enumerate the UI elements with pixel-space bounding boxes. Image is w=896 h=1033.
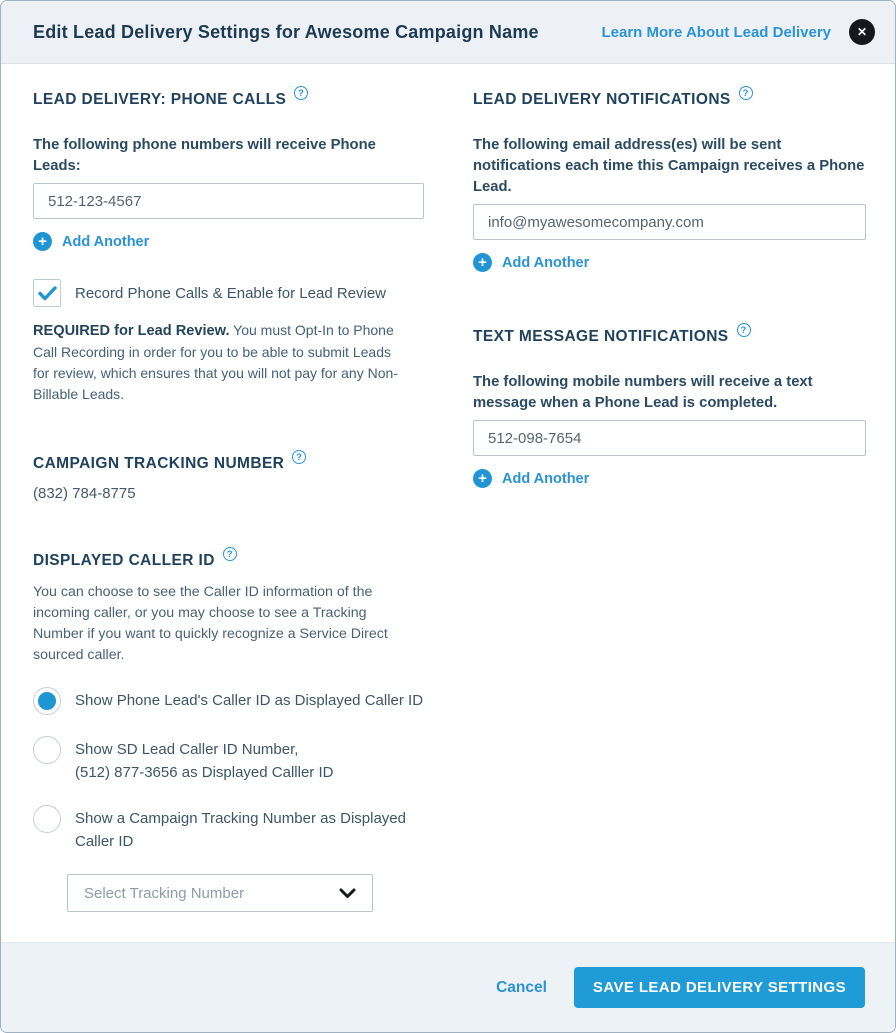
- radio-label-line: Show SD Lead Caller ID Number,: [75, 741, 299, 758]
- radio-option-campaign-tracking-number[interactable]: [33, 805, 424, 853]
- radio-option-label: [75, 805, 406, 853]
- tracking-number-select-value: Select Tracking Number: [84, 884, 245, 902]
- mobile-numbers-label: The following mobile numbers will receive a text message when a Phone Lead is completed.: [473, 374, 813, 411]
- radio-label-line: Show Phone Lead's Caller ID as Displayed Caller ID: [75, 692, 424, 709]
- cancel-button[interactable]: Cancel: [496, 978, 547, 996]
- modal-title: Edit Lead Delivery Settings for Awesome Campaign Name: [33, 21, 539, 42]
- text-message-notifications-heading-text: TEXT MESSAGE NOTIFICATIONS: [473, 328, 729, 345]
- delivery-notifications-heading: [473, 87, 866, 109]
- tracking-number-value: (832) 784-8775: [33, 485, 136, 502]
- plus-icon: +: [33, 232, 52, 251]
- phone-numbers-label: The following phone numbers will receive Phone Leads:: [33, 137, 376, 174]
- required-note-text: You must Opt-In to Phone Call Recording in order for you to be able to submit Leads for review, which ensures that you will not pay for any Non-Billable Leads.: [33, 322, 398, 402]
- displayed-caller-id-heading: [33, 548, 424, 570]
- add-another-mobile-button[interactable]: [473, 469, 589, 488]
- tracking-number-heading: [33, 451, 424, 473]
- radio-option-label: [75, 736, 333, 784]
- caller-id-description: You can choose to see the Caller ID information of the incoming caller, or you may choose to see a Tracking Number if you want to quickly recognize a Service Direct sourced caller.: [33, 584, 388, 663]
- help-icon[interactable]: ?: [294, 86, 308, 100]
- phone-number-input[interactable]: [33, 183, 424, 219]
- chevron-down-icon: [339, 888, 356, 899]
- plus-icon: +: [473, 469, 492, 488]
- add-another-label: Add Another: [502, 254, 590, 271]
- radio-button[interactable]: [33, 805, 61, 833]
- add-another-label: Add Another: [62, 233, 150, 250]
- phone-calls-heading-text: LEAD DELIVERY: PHONE CALLS: [33, 91, 287, 108]
- record-calls-label: Record Phone Calls & Enable for Lead Review: [75, 284, 387, 302]
- radio-option-phone-lead-caller-id[interactable]: [33, 687, 424, 715]
- radio-option-sd-lead-caller-id[interactable]: [33, 736, 424, 784]
- radio-option-label: [75, 687, 423, 712]
- checkmark-icon: [38, 286, 57, 301]
- radio-label-line: (512) 877-3656 as Displayed Calller ID: [75, 764, 334, 781]
- notification-email-input[interactable]: [473, 204, 866, 240]
- radio-label-line: Caller ID: [75, 833, 134, 850]
- plus-icon: +: [473, 253, 492, 272]
- help-icon[interactable]: ?: [739, 86, 753, 100]
- save-lead-delivery-settings-button[interactable]: SAVE LEAD DELIVERY SETTINGS: [574, 967, 865, 1008]
- radio-button[interactable]: [33, 736, 61, 764]
- text-message-notifications-heading: [473, 324, 866, 346]
- close-icon: ✕: [856, 25, 868, 39]
- add-another-email-button[interactable]: [473, 253, 589, 272]
- record-calls-checkbox[interactable]: [33, 279, 61, 307]
- text-message-number-input[interactable]: [473, 420, 866, 456]
- tracking-number-select[interactable]: [67, 874, 373, 912]
- caller-id-radio-group: [33, 687, 424, 853]
- learn-more-link[interactable]: Learn More About Lead Delivery: [601, 23, 831, 41]
- displayed-caller-id-heading-text: DISPLAYED CALLER ID: [33, 552, 215, 569]
- modal-content: [1, 64, 895, 942]
- record-calls-checkbox-row[interactable]: [33, 279, 424, 307]
- help-icon[interactable]: ?: [223, 547, 237, 561]
- required-note: [33, 320, 401, 405]
- right-column: [473, 87, 866, 942]
- add-another-label: Add Another: [502, 470, 590, 487]
- phone-calls-heading: [33, 87, 424, 109]
- help-icon[interactable]: ?: [737, 323, 751, 337]
- delivery-notifications-heading-text: LEAD DELIVERY NOTIFICATIONS: [473, 91, 731, 108]
- left-column: [33, 87, 424, 942]
- close-button[interactable]: [849, 19, 875, 45]
- tracking-number-heading-text: CAMPAIGN TRACKING NUMBER: [33, 455, 285, 472]
- modal-header: [1, 1, 895, 64]
- help-icon[interactable]: ?: [292, 450, 306, 464]
- add-another-phone-button[interactable]: [33, 232, 149, 251]
- radio-label-line: Show a Campaign Tracking Number as Displayed: [75, 810, 406, 827]
- radio-button-selected[interactable]: [33, 687, 61, 715]
- email-notifications-label: The following email address(es) will be sent notifications each time this Campaign receives a Phone Lead.: [473, 137, 865, 195]
- required-note-bold: REQUIRED for Lead Review.: [33, 323, 230, 339]
- modal-footer: [1, 942, 895, 1032]
